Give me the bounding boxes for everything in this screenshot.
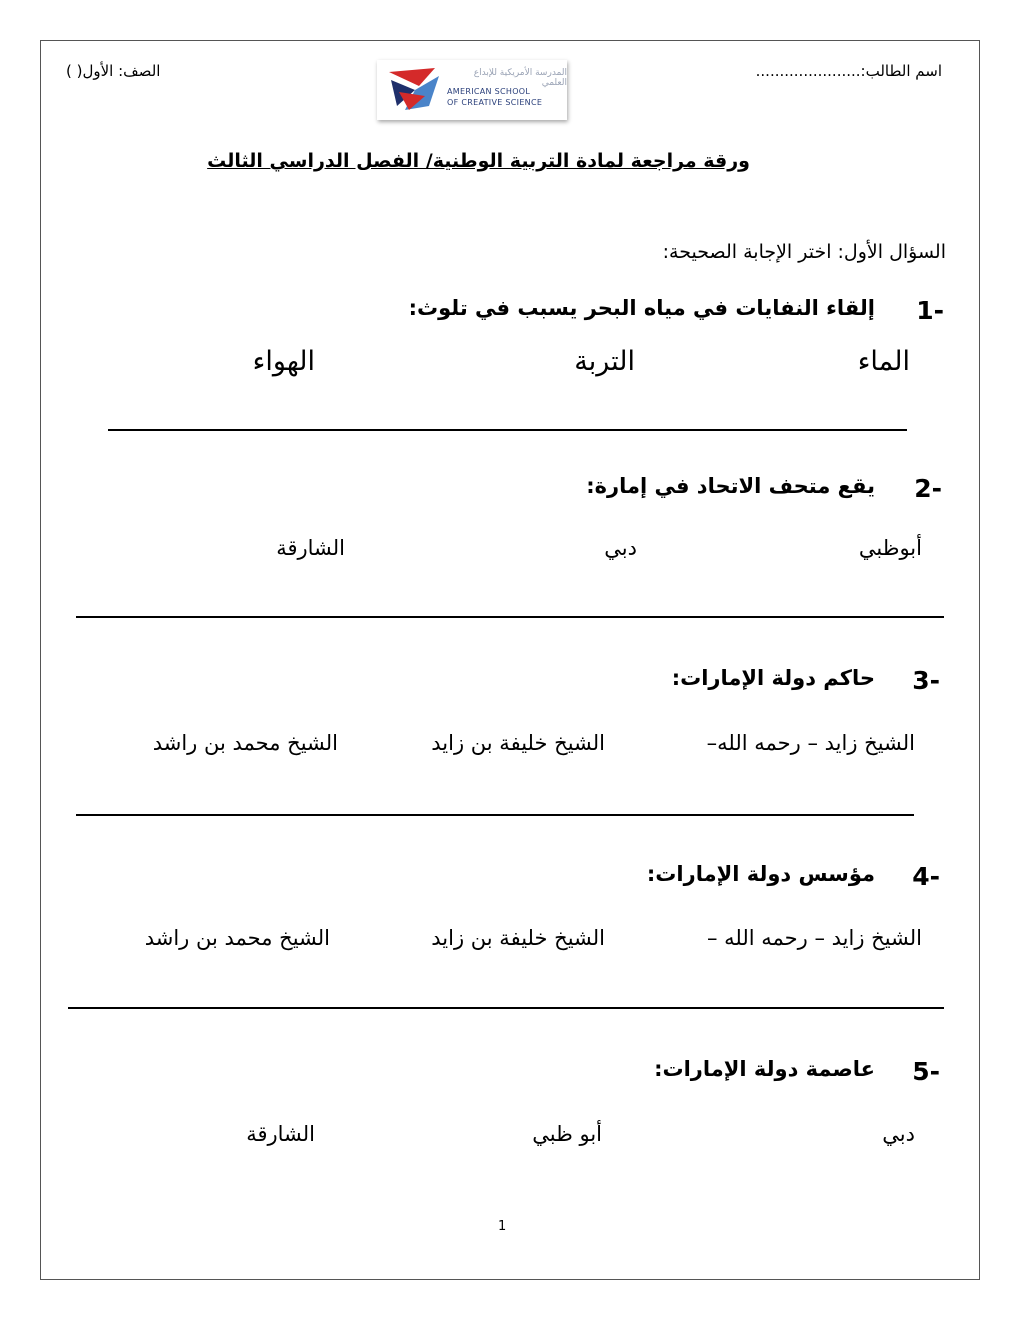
question-2-text: يقع متحف الاتحاد في إمارة: (586, 474, 875, 498)
page-border (40, 40, 980, 1280)
student-name-label: اسم الطالب:...................... (755, 62, 942, 80)
separator-line-4 (68, 1007, 944, 1009)
school-logo (377, 60, 567, 120)
question-5-option-2[interactable]: أبو ظبي (532, 1122, 602, 1146)
question-2-number: 2- (914, 474, 942, 503)
question-5-option-3[interactable]: الشارقة (246, 1122, 315, 1146)
question-1-text: إلقاء النفايات في مياه البحر يسبب في تلوث: (408, 296, 875, 320)
question-2-option-3[interactable]: الشارقة (276, 536, 345, 560)
question-1-option-2[interactable]: التربة (574, 346, 635, 377)
question-4-number: 4- (912, 862, 940, 891)
question-3-option-3[interactable]: الشيخ محمد بن راشد (152, 731, 338, 755)
question-1-option-1[interactable]: الماء (857, 346, 910, 377)
logo-arabic-text: المدرسة الأمريكية للإبداع العلمي (473, 68, 567, 88)
question-4-option-2[interactable]: الشيخ خليفة بن زايد (431, 926, 605, 950)
question-2-option-2[interactable]: دبي (604, 536, 637, 560)
question-5-text: عاصمة دولة الإمارات: (654, 1057, 875, 1081)
question-3-option-2[interactable]: الشيخ خليفة بن زايد (431, 731, 605, 755)
school-emblem-icon (385, 66, 443, 114)
question-4-option-3[interactable]: الشيخ محمد بن راشد (144, 926, 330, 950)
question-2-option-1[interactable]: أبوظبي (858, 536, 922, 560)
question-1-number: 1- (916, 296, 944, 325)
question-5-option-1[interactable]: دبي (882, 1122, 915, 1146)
separator-line-2 (76, 616, 944, 618)
question-5-number: 5- (912, 1057, 940, 1086)
class-label: الصف: الأول( ) (66, 62, 161, 80)
separator-line-3 (76, 814, 914, 816)
question-4-text: مؤسس دولة الإمارات: (646, 862, 875, 886)
page-title: ورقة مراجعة لمادة التربية الوطنية/ الفصل الدراسي الثالث (207, 150, 750, 172)
question-3-text: حاكم دولة الإمارات: (671, 666, 875, 690)
question-3-number: 3- (912, 666, 940, 695)
instruction-text: السؤال الأول: اختر الإجابة الصحيحة: (662, 241, 946, 263)
question-3-option-1[interactable]: الشيخ زايد – رحمه الله– (706, 731, 915, 755)
separator-line-1 (108, 429, 907, 431)
logo-english-line1: AMERICAN SCHOOL (447, 87, 531, 96)
question-1-option-3[interactable]: الهواء (252, 346, 315, 377)
question-4-option-1[interactable]: الشيخ زايد – رحمه الله – (706, 926, 922, 950)
logo-english-line2: OF CREATIVE SCIENCE (447, 98, 543, 107)
page-number: 1 (498, 1219, 507, 1234)
